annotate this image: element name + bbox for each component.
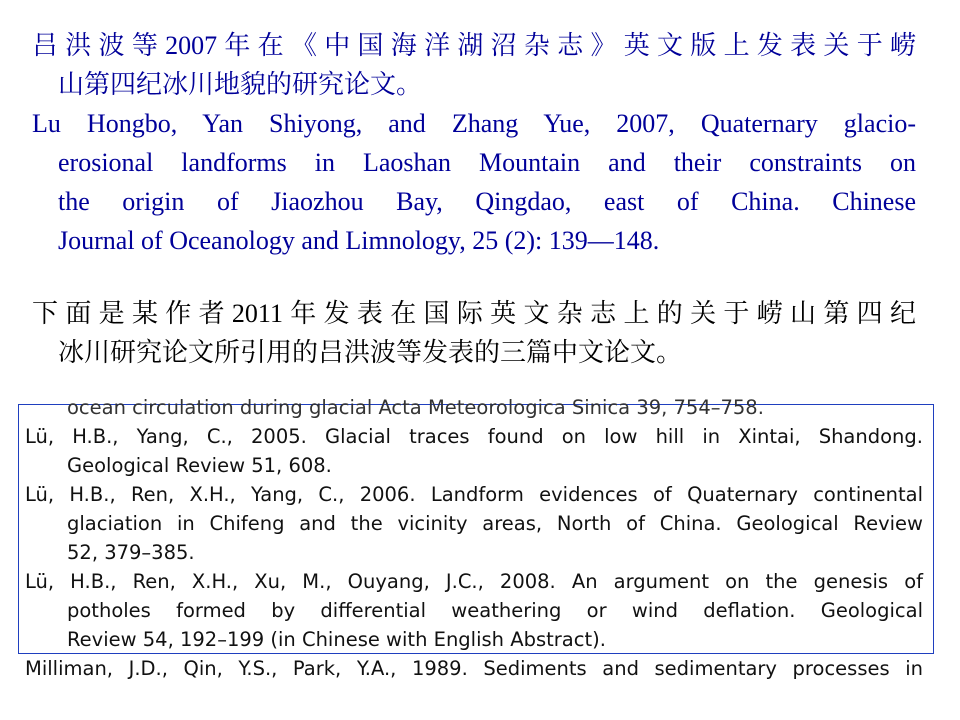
- reference-excerpt-image: [18, 396, 934, 680]
- paragraph-line: 吕洪波等2007年在《中国海洋湖沼杂志》英文版上发表关于崂: [32, 31, 916, 60]
- citation-english-paragraph: [32, 104, 916, 260]
- reference-item: [25, 422, 923, 480]
- paragraph-line: Lu Hongbo, Yan Shiyong, and Zhang Yue, 2007, Quaternary glacio-: [32, 109, 916, 138]
- description-chinese-paragraph: [32, 294, 916, 372]
- reference-line: Geological Review 51, 608.: [67, 454, 332, 477]
- intro-chinese-paragraph: [32, 26, 916, 104]
- clipped-reference-top: ocean circulation during glacial Acta Meteorologica Sinica 39, 754–758.: [67, 396, 764, 419]
- paragraph-line: the origin of Jiaozhou Bay, Qingdao, east of China. Chinese: [58, 187, 916, 216]
- reference-line: 52, 379–385.: [67, 541, 195, 564]
- paragraph-line: Journal of Oceanology and Limnology, 25 (2): 139—148.: [58, 226, 660, 255]
- paragraph-line: 山第四纪冰川地貌的研究论文。: [58, 70, 423, 99]
- reference-line: Lü, H.B., Yang, C., 2005. Glacial traces found on low hill in Xintai, Shandong.: [25, 425, 923, 448]
- reference-line: Lü, H.B., Ren, X.H., Yang, C., 2006. Landform evidences of Quaternary continental: [25, 483, 923, 506]
- reference-line: Review 54, 192–199 (in Chinese with English Abstract).: [67, 628, 606, 651]
- reference-item: [25, 480, 923, 567]
- reference-item: [25, 567, 923, 654]
- reference-line: potholes formed by differential weathering or wind deflation. Geological: [67, 599, 923, 622]
- reference-line: glaciation in Chifeng and the vicinity areas, North of China. Geological Review: [67, 512, 923, 535]
- reference-line: Lü, H.B., Ren, X.H., Xu, M., Ouyang, J.C., 2008. An argument on the genesis of: [25, 570, 923, 593]
- clipped-reference-bottom: Milliman, J.D., Qin, Y.S., Park, Y.A., 1989. Sediments and sedimentary processes in: [25, 657, 923, 680]
- paragraph-line: 下面是某作者2011年发表在国际英文杂志上的关于崂山第四纪: [32, 299, 916, 328]
- reference-list: [25, 393, 923, 683]
- paragraph-line: 冰川研究论文所引用的吕洪波等发表的三篇中文论文。: [58, 338, 683, 367]
- paragraph-line: erosional landforms in Laoshan Mountain and their constraints on: [58, 148, 916, 177]
